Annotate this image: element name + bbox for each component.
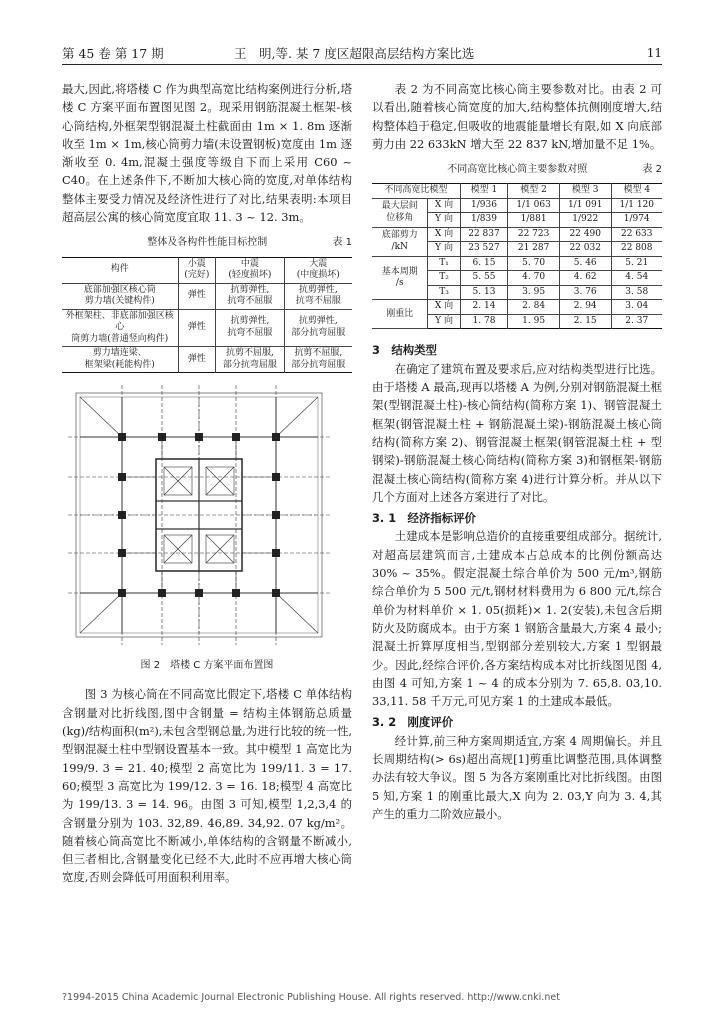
table2-cell: 5. 55: [460, 271, 508, 286]
table-row: [372, 256, 662, 271]
table2-cell: 1/881: [508, 213, 560, 228]
table1-cell: 抗剪不屈服, 部分抗弯屈服: [284, 347, 352, 373]
copyright-footer: ?1994-2015 China Academic Journal Electronic Publishing House. All rights reserved. http://www.cnki.net: [62, 992, 560, 1003]
table2-dir: X 向: [428, 227, 460, 242]
table2-cell: 2. 84: [508, 300, 560, 315]
table2-group-label: 刚重比: [372, 300, 428, 329]
section-3-heading: 3 结构类型: [372, 343, 437, 358]
table2-cell: 1. 78: [460, 314, 508, 329]
table2-cell: 22 723: [508, 227, 560, 242]
table2-cell: 1/922: [559, 213, 611, 228]
table2-cell: 3. 76: [559, 285, 611, 300]
table1-head-cell: 小震 (完好): [178, 257, 216, 283]
table2-group-label: 基本周期 /s: [372, 256, 428, 300]
table2-cell: 1/839: [460, 213, 508, 228]
table1-caption: [62, 234, 352, 252]
table-row: [372, 227, 662, 242]
left-paragraph-2: 图 3 为核心筒在不同高宽比假定下,塔楼 C 单体结构含钢量对比折线图,图中含钢量 = 结构主体钢筋总质量(kg)/结构面积(m²),未包含型钢总量,为进行比较的统一性,型钢混凝土柱中型钢设置基本一致。其中模型 1 高宽比为 199/9. 3 = 21. 40;模型 2 高宽比为 199/11. 3 = 17. 60;模型 3 高宽比为 199/12. 3 = 16. 18;模型 4 高宽比为 199/13. 3 = 14. 96。由图 3 可知,模型 1,2,3,4 的含钢量分别为 103. 32,89. 46,89. 34,92. 07 kg/m²。随着核心筒高宽比不断减小,单体结构的含钢量不断减小,但三者相比,含钢量变化已经不大,此时不应再增大核心筒宽度,否则会降低可用面积利用率。: [62, 687, 352, 885]
table2-cell: 3. 58: [611, 285, 662, 300]
table-row: [62, 309, 352, 347]
table2-header-row: [372, 184, 662, 199]
table2-caption: [372, 161, 662, 179]
right-paragraph-1: 表 2 为不同高宽比核心筒主要参数对比。由表 2 可以看出,随着核心筒宽度的加大,结构整体抗侧刚度增大,结构整体趋于稳定,但吸收的地震能量增长有限,如 X 向底部剪力由 22 633kN 增大至 22 837 kN,增加量不足 1%。: [372, 82, 662, 151]
table2-dir: X 向: [428, 300, 460, 315]
table-row: [372, 300, 662, 315]
table2-cell: 4. 70: [508, 271, 560, 286]
figure2-caption: 图 2 塔楼 C 方案平面布置图: [140, 660, 274, 672]
table2-cell: 1/1 091: [559, 198, 611, 213]
table2-cell: 3. 95: [508, 285, 560, 300]
table2-group-label: 最大层间 位移角: [372, 198, 428, 227]
table2-dir: X 向: [428, 198, 460, 213]
table2-cell: 1/974: [611, 213, 662, 228]
header-rule: [62, 64, 662, 65]
table2-cell: 2. 15: [559, 314, 611, 329]
right-column: [372, 80, 662, 823]
table2-head-cell: 不同高宽比模型: [372, 184, 460, 199]
table2-dir: Y 向: [428, 314, 460, 329]
table2-cell: 22 032: [559, 242, 611, 257]
table1-head-cell: 中震 (轻度损坏): [216, 257, 284, 283]
table2-cell: 6. 15: [460, 256, 508, 271]
right-paragraph-3: 土建成本是影响总造价的直接重要组成部分。据统计,对超高层建筑而言,土建成本占总成本的比例份额高达 30% ~ 35%。假定混凝土综合单价为 500 元/m³,钢筋综合单价为 5 500 元/t,钢材材料费用为 6 800 元/t,综合单价为材料单价 × 1. 05(损耗)× 1. 2(安装),未包含后期防火及防腐成本。由于方案 1 钢筋含量最大,方案 4 最小;混凝土折算厚度相当,型钢部分差别较大,方案 1 型钢最少。因此,经综合评价,各方案结构成本对比折线图见图 4,由图 4 可知,方案 1 ~ 4 的成本分别为 7. 65,8. 03,10. 33,11. 58 千万元,可见方案 1 的土建成本最低。: [372, 529, 662, 709]
table2-head-cell: 模型 1: [460, 184, 508, 199]
table2-cell: 1. 95: [508, 314, 560, 329]
table1-cell: 抗剪弹性, 抗弯不屈服: [284, 283, 352, 309]
table-row: [372, 198, 662, 213]
section-3-1-heading: 3. 1 经济指标评价: [372, 511, 476, 526]
table2-cell: 23 527: [460, 242, 508, 257]
table2-cell: 2. 94: [559, 300, 611, 315]
table1-header-row: [62, 257, 352, 283]
table2-group-label: 底部剪力 /kN: [372, 227, 428, 256]
floor-plan-drawing: [66, 381, 332, 649]
table1-cell: 抗剪不屈服, 部分抗弯屈服: [216, 347, 284, 373]
table2-cell: 1/936: [460, 198, 508, 213]
left-paragraph-1: 最大,因此,将塔楼 C 作为典型高宽比结构案例进行分析,塔楼 C 方案平面布置图见图 2。现采用钢筋混凝土框架-核心筒结构,外框架型钢混凝土柱截面由 1m × 1. 8m 逐渐收至 1m × 1m,核心筒剪力墙(未设置钢板)宽度由 1m 逐渐收至 0. 4m,混凝土强度等级自下而上采用 C60 ~ C40。在上述条件下,不断加大核心筒的宽度,对单体结构整体主要受力情况及经济性进行了对比,结果表明:本项目超高层公寓的核心筒宽度宜取 11. 3 ~ 12. 3m。: [62, 82, 352, 225]
table2-number: 表 2: [642, 164, 662, 176]
table2-cell: 1/1 063: [508, 198, 560, 213]
table2-cell: 5. 46: [559, 256, 611, 271]
table2-dir: Y 向: [428, 242, 460, 257]
table2-cell: 21 287: [508, 242, 560, 257]
table-row: [62, 283, 352, 309]
table2-cell: 22 837: [460, 227, 508, 242]
table2: [372, 183, 662, 329]
table1-head-cell: 大震 (中度损坏): [284, 257, 352, 283]
table2-head-cell: 模型 4: [611, 184, 662, 199]
table2-dir: Y 向: [428, 213, 460, 228]
table2-cell: 2. 37: [611, 314, 662, 329]
table1-cell: 弹性: [178, 309, 216, 347]
section-3-2-heading: 3. 2 刚度评价: [372, 715, 454, 730]
table2-cell: 4. 62: [559, 271, 611, 286]
right-paragraph-4: 经计算,前三种方案周期适宜,方案 4 周期偏长。并且长周期结构(> 6s)超出高规[1]剪重比调整范围,具体调整办法有较大争议。图 5 为各方案刚重比对比折线图。由图 5 知,方案 1 的刚重比最大,X 向为 2. 03,Y 向为 3. 4,其产生的重力二阶效应最小。: [372, 733, 662, 821]
floor-plan-figure: [66, 381, 332, 649]
table1-cell: 剪力墙连梁、 框架梁(耗能构件): [62, 347, 178, 373]
table2-head-cell: 模型 2: [508, 184, 560, 199]
table1-head-cell: 构件: [62, 257, 178, 283]
table1-cell: 外框架柱、非底部加强区核心 筒剪力墙(普通竖向构件): [62, 309, 178, 347]
table2-cell: 3. 04: [611, 300, 662, 315]
table2-cell: 2. 14: [460, 300, 508, 315]
table1-cell: 抗剪弹性, 抗弯不屈服: [216, 283, 284, 309]
table2-cell: 4. 54: [611, 271, 662, 286]
table1-cell: 弹性: [178, 347, 216, 373]
table2-cell: 5. 70: [508, 256, 560, 271]
table1-number: 表 1: [332, 237, 352, 249]
article-authors-title: 王 明,等. 某 7 度区超限高层结构方案比选: [234, 46, 475, 61]
journal-volume: 第 45 卷 第 17 期: [62, 46, 164, 61]
table1: [62, 257, 352, 374]
table2-title: 不同高宽比核心筒主要参数对照: [447, 164, 588, 176]
table2-cell: 22 490: [559, 227, 611, 242]
table2-cell: 22 808: [611, 242, 662, 257]
table2-cell: 1/1 120: [611, 198, 662, 213]
table1-cell: 底部加强区核心筒 剪力墙(关键构件): [62, 283, 178, 309]
left-column: [62, 80, 352, 887]
right-paragraph-2: 在确定了建筑布置及要求后,应对结构类型进行比选。由于塔楼 A 最高,现再以塔楼 A 为例,分别对钢筋混凝土框架(型钢混凝土柱)-核心筒结构(简称方案 1)、钢管混凝土框架(钢管混凝土柱 + 钢筋混凝土梁)-钢筋混凝土核心筒结构(简称方案 2)、钢管混凝土框架(钢管混凝土柱 + 型钢梁)-钢筋混凝土核心筒结构(简称方案 3)和钢框架-钢筋混凝土核心筒结构(简称方案 4)进行计算分析。并从以下几个方面对上述各方案进行了对比。: [372, 361, 662, 504]
table2-dir: T₁: [428, 256, 460, 271]
table2-cell: 22 633: [611, 227, 662, 242]
table1-cell: 弹性: [178, 283, 216, 309]
table2-head-cell: 模型 3: [559, 184, 611, 199]
table1-cell: 抗剪弹性, 抗弯不屈服: [216, 309, 284, 347]
table2-cell: 5. 21: [611, 256, 662, 271]
table1-cell: 抗剪弹性, 部分抗弯屈服: [284, 309, 352, 347]
table2-dir: T₃: [428, 285, 460, 300]
running-header: [62, 44, 662, 64]
table1-title: 整体及各构件性能目标控制: [147, 237, 268, 249]
table-row: [62, 347, 352, 373]
page-number: 11: [646, 46, 662, 60]
table2-cell: 5. 13: [460, 285, 508, 300]
table2-dir: T₂: [428, 271, 460, 286]
